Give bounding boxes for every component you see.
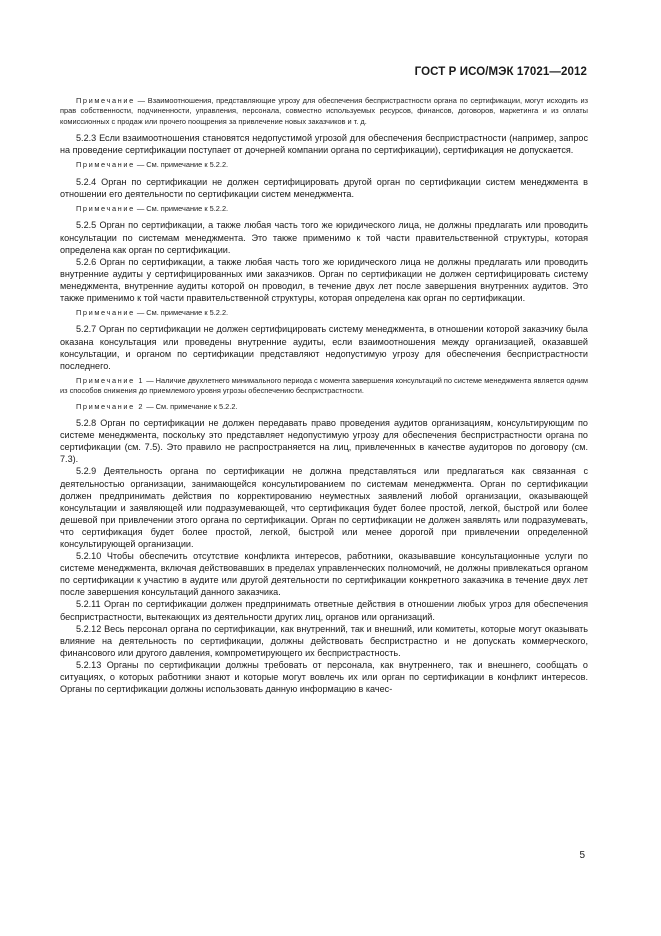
paragraph-5-2-10: 5.2.10 Чтобы обеспечить отсутствие конфликта интересов, работники, оказывавшие консультационные услуги по системе менеджмента, включая действовавших в пределах управленческих полномочий, не должны привлекаться органом по сертификации к участию в аудите или другой деятельности по сертификации конкретного заказчика в течение двух лет после завершения консультаций данного заказчика. [60,551,588,598]
note-text: — См. примечание к 5.2.2. [134,160,229,170]
note-text: — См. примечание к 5.2.2. [134,308,229,318]
standard-header: ГОСТ Р ИСО/МЭК 17021—2012 [414,66,587,78]
note [60,96,588,127]
note [60,376,588,397]
note-text: — См. примечание к 5.2.2. [134,204,229,213]
note-label: Примечание [76,308,135,318]
paragraph-5-2-12: 5.2.12 Весь персонал органа по сертификации, как внутренний, так и внешний, или комитеты, которые могут оказывать влияние на деятельность по сертификации, должны действовать беспристрастно и не допускать коммерческого, финансового или другого давления, компрометирующего их беспристрастность. [60,623,588,658]
note-label: Примечание [76,204,135,213]
paragraph-5-2-13: 5.2.13 Органы по сертификации должны требовать от персонала, как внутреннего, так и внешнего, сообщать о ситуациях, о которых работники знают и которые могут вовлечь их или орган по сертификации в конфликт интересов. Органы по сертификации должны использовать данную информацию в качес- [60,659,588,695]
paragraph-5-2-4: 5.2.4 Орган по сертификации не должен сертифицировать другой орган по сертификации систем менеджмента в отношении его деятельности по сертификации систем менеджмента. [60,176,588,199]
note-text: — Наличие двухлетнего минимального периода с момента завершения консультаций по системе менеджмента является одним из способов снижения до приемлемого уровня угрозы обеспечению беспристрастности. [60,375,588,396]
note-label: Примечание 2 [76,401,145,411]
paragraph-5-2-5: 5.2.5 Орган по сертификации, а также любая часть того же юридического лица, не должны предлагать или проводить консультации по системам менеджмента. Это также применимо к той части правительственной структуры, которая определена как орган по сертификации. [60,220,588,255]
note [60,402,588,412]
note-text: — Взаимоотношения, представляющие угрозу для обеспечения беспристрастности органа по сертификации, могут исходить из прав собственности, подчиненности, управления, персонала, совместно используемых ресурсов, финансов, договоров, маркетинга и из оплаты комиссионных с продаж или прочего поощрения за привлечение новых заказчиков и т. д. [60,96,588,126]
document-body [60,96,588,695]
paragraph-5-2-7: 5.2.7 Орган по сертификации не должен сертифицировать систему менеджмента, в отношении которой заказчику была оказана консультация или проведены внутренние аудиты, если взаимоотношения между организацией, оказавшей консультации, и органом по сертификации представляют недопустимую угрозу для обеспечения беспристрастности последнего. [60,324,588,371]
note-label: Примечание [76,96,135,105]
note [60,160,588,170]
note-label: Примечание [76,160,135,170]
paragraph-5-2-3: 5.2.3 Если взаимоотношения становятся недопустимой угрозой для обеспечения беспристрастности (например, запрос на проведение сертификации поступает от дочерней компании органа по сертификации), сертификация не допускается. [60,133,588,156]
page-number: 5 [579,850,585,861]
paragraph-5-2-11: 5.2.11 Орган по сертификации должен предпринимать ответные действия в отношении любых угроз для обеспечения беспристрастности, вытекающих из деятельности других лиц, органов или организаций. [60,599,588,622]
note [60,204,588,214]
paragraph-5-2-9: 5.2.9 Деятельность органа по сертификации не должна представляться или предлагаться как связанная с деятельностью организации, занимающейся консультированием по системам менеджмента. Орган по сертификации должен предпринимать действия по корректированию неуместных заявлений любой организации, оказывающей консультации и заявляющей или подразумевающей, что сертификация будет более простой, легкой, быстрой или более дешевой при привлечении этого органа по сертификации. Орган по сертификации не должен заявлять или подразумевать, что сертификация будет более простой, легкой, быстрой или менее дорогой при привлечении определенной консультирующей организации. [60,466,588,549]
note [60,308,588,318]
note-text: — См. примечание к 5.2.2. [144,401,238,411]
paragraph-5-2-6: 5.2.6 Орган по сертификации, а также любая часть того же юридического лица не должны предлагать или проводить внутренние аудиты у сертифицированных ими заказчиков. Орган по сертификации не должен сертифицировать систему менеджмента, внутренние аудиты которой он проводил, в течение двух лет после завершения внутренних аудитов. Это также применимо к той части правительственной структуры, которая определена как орган по сертификации. [60,256,588,303]
paragraph-5-2-8: 5.2.8 Орган по сертификации не должен передавать право проведения аудитов организациям, консультирующим по системе менеджмента, поскольку это представляет недопустимую угрозу для обеспечения беспристрастности органа по сертификации (см. 7.5). Это правило не распространяется на лиц, привлеченных в качестве аудиторов по договору (см. 7.3). [60,418,588,465]
note-label: Примечание 1 [76,375,145,385]
